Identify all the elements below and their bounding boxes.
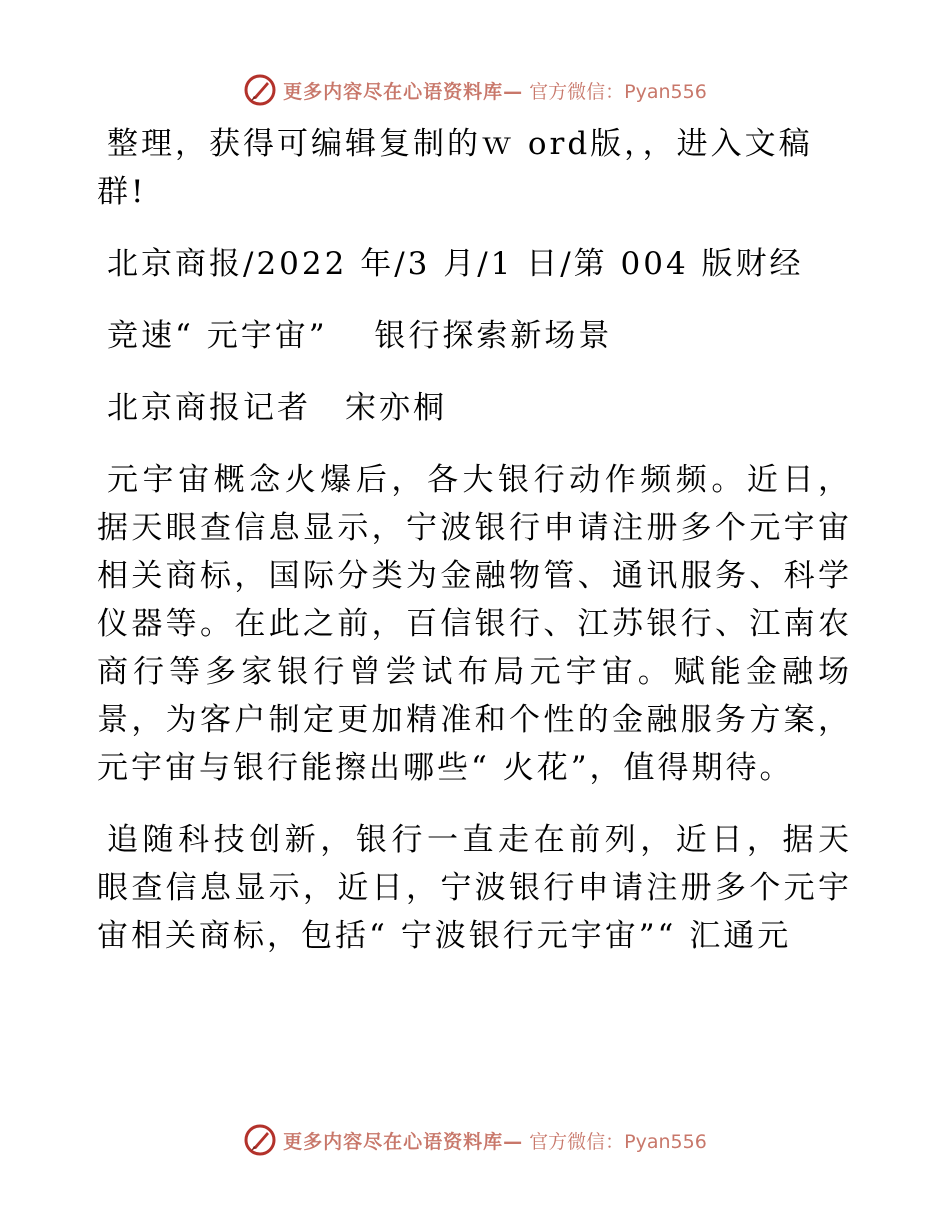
- intro-paragraph: 整理，获得可编辑复制的ｗ ord版，，进入文稿群!: [97, 126, 813, 210]
- document-body: [97, 120, 852, 984]
- article-title: 竞速“ 元宇宙” 银行探索新场景: [107, 318, 613, 354]
- footer-banner: [0, 1120, 950, 1160]
- header-banner: [0, 70, 950, 110]
- banner-wechat: 官方微信：Pyan556: [529, 80, 707, 103]
- body-paragraph-1: 元宇宙概念火爆后，各大银行动作频频。近日，据天眼查信息显示，宁波银行申请注册多个元宇宙相关商标，国际分类为金融物管、通讯服务、科学仪器等。在此之前，百信银行、江苏银行、江南农商行等多家银行曾尝试布局元宇宙。赋能金融场景，为客户制定更加精准和个性的金融服务方案，元宇宙与银行能擦出哪些“ 火花”，值得期待。: [97, 462, 852, 786]
- publication-line: 北京商报/2022 年/3 月/1 日/第 004 版财经: [107, 246, 804, 282]
- banner-wechat: 官方微信：Pyan556: [529, 1130, 707, 1153]
- banner-text: 更多内容尽在心语资料库—: [283, 1130, 524, 1153]
- byline: 北京商报记者 宋亦桐: [107, 390, 447, 426]
- body-paragraph-2: 追随科技创新，银行一直走在前列，近日，据天眼查信息显示，近日，宁波银行申请注册多个元宇宙相关商标，包括“ 宁波银行元宇宙”“ 汇通元: [97, 822, 852, 954]
- banner-text: 更多内容尽在心语资料库—: [283, 80, 524, 103]
- quill-pen-logo-icon: [243, 73, 277, 107]
- quill-pen-logo-icon: [243, 1123, 277, 1157]
